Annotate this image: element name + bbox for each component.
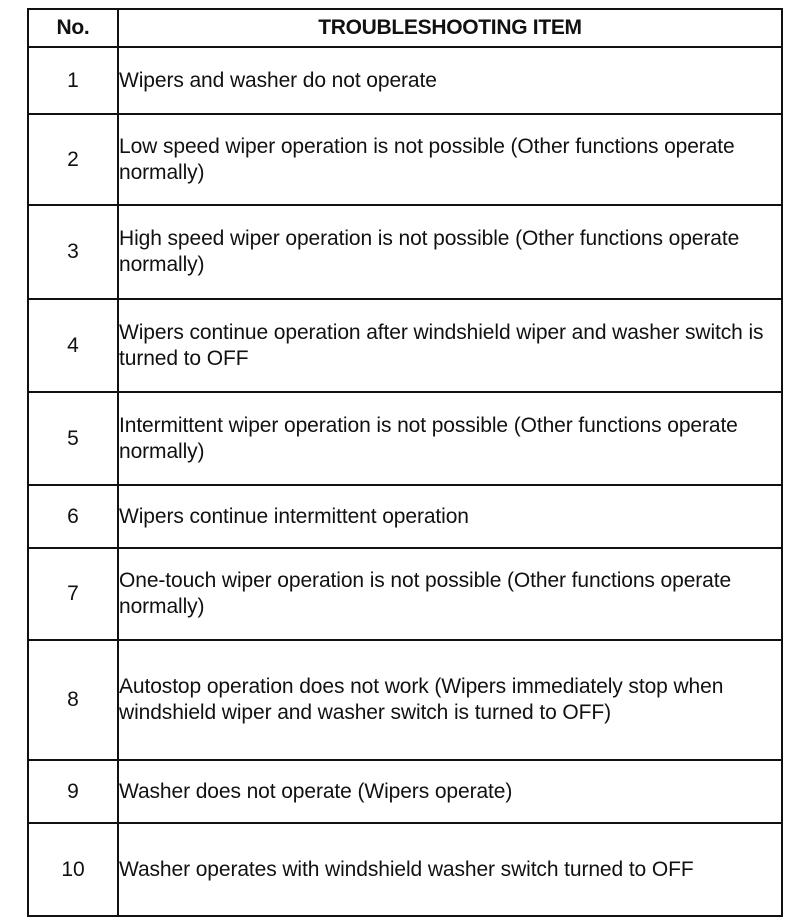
row-number: 1	[28, 47, 118, 114]
table-row	[28, 47, 782, 114]
row-item: Washer operates with windshield washer switch turned to OFF	[118, 823, 782, 916]
row-item: Intermittent wiper operation is not possible (Other functions operate normally)	[118, 392, 782, 485]
header-no: No.	[28, 9, 118, 47]
table-body	[28, 47, 782, 916]
table-row	[28, 392, 782, 485]
row-number: 7	[28, 548, 118, 640]
row-number: 3	[28, 205, 118, 299]
troubleshooting-table	[27, 8, 783, 917]
table-row	[28, 114, 782, 205]
row-item: Low speed wiper operation is not possible (Other functions operate normally)	[118, 114, 782, 205]
row-item: Washer does not operate (Wipers operate)	[118, 760, 782, 823]
row-item: Wipers continue intermittent operation	[118, 485, 782, 548]
row-number: 10	[28, 823, 118, 916]
table-row	[28, 485, 782, 548]
row-number: 9	[28, 760, 118, 823]
table-row	[28, 760, 782, 823]
table-header	[28, 9, 782, 47]
row-number: 4	[28, 299, 118, 392]
row-item: Wipers continue operation after windshield wiper and washer switch is turned to OFF	[118, 299, 782, 392]
row-item: Autostop operation does not work (Wipers immediately stop when windshield wiper and washer switch is turned to OFF)	[118, 640, 782, 760]
row-item: High speed wiper operation is not possible (Other functions operate normally)	[118, 205, 782, 299]
table-row	[28, 205, 782, 299]
row-item: Wipers and washer do not operate	[118, 47, 782, 114]
table-row	[28, 548, 782, 640]
row-number: 2	[28, 114, 118, 205]
row-number: 5	[28, 392, 118, 485]
row-number: 6	[28, 485, 118, 548]
table-row	[28, 640, 782, 760]
header-troubleshooting-item: TROUBLESHOOTING ITEM	[118, 9, 782, 47]
header-row	[28, 9, 782, 47]
table-row	[28, 299, 782, 392]
table-row	[28, 823, 782, 916]
row-number: 8	[28, 640, 118, 760]
row-item: One-touch wiper operation is not possible (Other functions operate normally)	[118, 548, 782, 640]
